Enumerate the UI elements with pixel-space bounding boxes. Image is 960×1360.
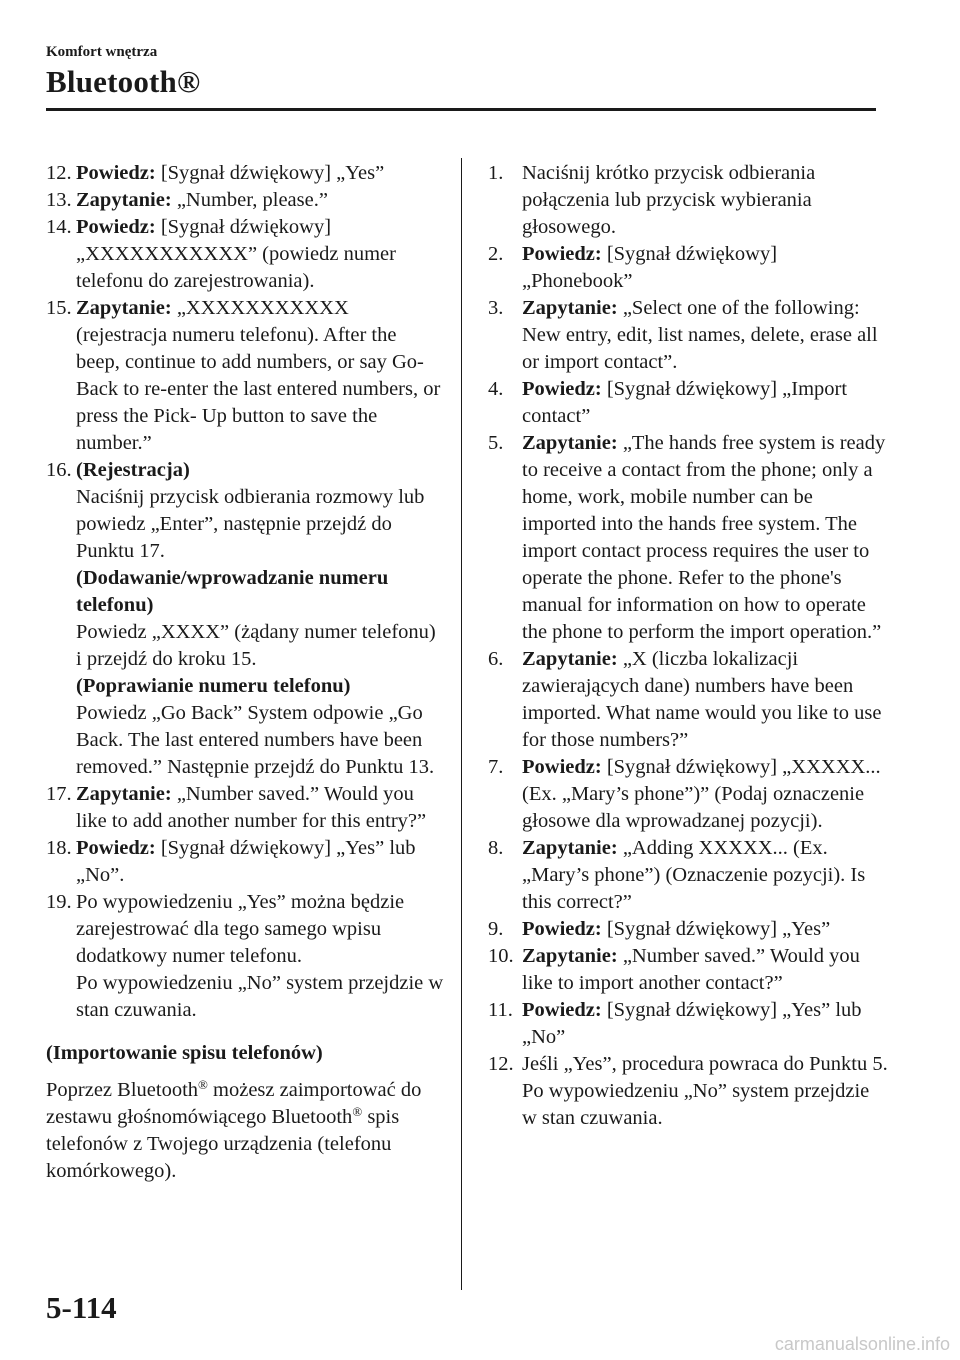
step-item <box>488 430 888 646</box>
step-text: „The hands free system is ready to receive a contact from the phone; only a home, work, mobile number can be imported into the hands free system. The import contact process requires the user to operate the phone. Refer to the phone's manual for information on how to operate the phone to perform the import operation.” <box>522 432 886 643</box>
left-steps-list <box>46 160 444 1024</box>
step-line: Powiedz „Go Back” System odpowie „Go Back. The last entered numbers have been removed.” Następnie przejdź do Punktu 13. <box>76 702 435 778</box>
step-item <box>46 835 444 889</box>
right-column <box>488 160 888 1132</box>
step-number: 12. <box>488 1053 514 1075</box>
column-divider <box>461 158 462 1290</box>
step-keyword: Zapytanie: <box>76 783 172 805</box>
step-item <box>46 187 444 214</box>
page-title: Bluetooth® <box>46 64 201 99</box>
step-text: [Sygnał dźwiękowy] „Phonebook” <box>522 243 778 292</box>
step-item <box>488 997 888 1051</box>
step-keyword: Zapytanie: <box>76 189 172 211</box>
step-item <box>488 160 888 241</box>
watermark: carmanualsonline.info <box>774 1334 950 1354</box>
step-line: Powiedz „XXXX” (żądany numer telefonu) i przejdź do kroku 15. <box>76 621 436 670</box>
step-text: Naciśnij krótko przycisk odbierania połączenia lub przycisk wybierania głosowego. <box>522 162 816 238</box>
step-line: Po wypowiedzeniu „No” system przejdzie w stan czuwania. <box>522 1080 870 1129</box>
step-text: [Sygnał dźwiękowy] „Import contact” <box>522 378 848 427</box>
step-text: Jeśli „Yes”, procedura powraca do Punktu 5. <box>522 1053 888 1075</box>
step-text: Po wypowiedzeniu „Yes” można będzie zarejestrować dla tego samego wpisu dodatkowy numer telefonu. <box>76 891 405 967</box>
step-keyword: Powiedz: <box>76 162 156 184</box>
step-line: Po wypowiedzeniu „No” system przejdzie w stan czuwania. <box>76 972 444 1021</box>
import-text-3: spis telefonów z Twojego urządzenia (telefonu komórkowego). <box>46 1106 400 1182</box>
step-text: [Sygnał dźwiękowy] „Yes” <box>155 162 385 184</box>
step-keyword: Powiedz: <box>522 243 602 265</box>
step-text: [Sygnał dźwiękowy] „Yes” lub „No”. <box>76 837 416 886</box>
step-subheading: (Poprawianie numeru telefonu) <box>76 675 351 697</box>
step-subheading: (Dodawanie/wprowadzanie numeru telefonu) <box>76 567 389 616</box>
step-number: 7. <box>488 756 504 778</box>
step-number: 15. <box>46 297 72 319</box>
step-keyword: Zapytanie: <box>522 945 618 967</box>
section-label: Komfort wnętrza <box>46 44 158 60</box>
step-item <box>46 781 444 835</box>
step-item <box>488 241 888 295</box>
step-item <box>488 835 888 916</box>
step-text: „Number saved.” Would you like to add another number for this entry?” <box>76 783 427 832</box>
left-column <box>46 160 444 1185</box>
step-keyword: Zapytanie: <box>522 837 618 859</box>
page-number: 5-114 <box>46 1290 117 1325</box>
step-number: 1. <box>488 162 504 184</box>
step-number: 8. <box>488 837 504 859</box>
import-text-2: możesz zaimportować do zestawu głośnomówiącego Bluetooth <box>46 1079 422 1128</box>
step-text: „Number, please.” <box>171 189 328 211</box>
step-item <box>46 214 444 295</box>
import-section-heading: (Importowanie spisu telefonów) <box>46 1042 323 1064</box>
step-keyword: Zapytanie: <box>522 297 618 319</box>
step-item <box>46 160 444 187</box>
step-item <box>488 646 888 754</box>
step-number: 16. <box>46 459 72 481</box>
step-text: [Sygnał dźwiękowy] „Yes” <box>601 918 831 940</box>
step-keyword: Powiedz: <box>522 378 602 400</box>
step-item <box>488 916 888 943</box>
step-number: 11. <box>488 999 513 1021</box>
step-number: 19. <box>46 891 72 913</box>
step-text: [Sygnał dźwiękowy] „XXXXXXXXXXX” (powiedz numer telefonu do zarejestrowania). <box>76 216 396 292</box>
step-number: 14. <box>46 216 72 238</box>
step-number: 5. <box>488 432 504 454</box>
step-text: [Sygnał dźwiękowy] „Yes” lub „No” <box>522 999 862 1048</box>
registered-mark-2: ® <box>352 1104 363 1119</box>
import-text-1: Poprzez Bluetooth <box>46 1079 199 1101</box>
step-keyword: Powiedz: <box>76 837 156 859</box>
step-item <box>488 943 888 997</box>
step-number: 17. <box>46 783 72 805</box>
step-item <box>488 295 888 376</box>
step-item <box>46 457 444 781</box>
step-keyword: Powiedz: <box>522 999 602 1021</box>
step-number: 3. <box>488 297 504 319</box>
step-keyword: Zapytanie: <box>522 432 618 454</box>
step-keyword: Powiedz: <box>76 216 156 238</box>
step-keyword: (Rejestracja) <box>76 459 190 481</box>
import-section-paragraph <box>46 1077 444 1185</box>
step-text: „Select one of the following: New entry, edit, list names, delete, erase all or import contact”. <box>522 297 878 373</box>
step-number: 2. <box>488 243 504 265</box>
step-number: 10. <box>488 945 514 967</box>
right-steps-list <box>488 160 888 1132</box>
step-line: Naciśnij przycisk odbierania rozmowy lub powiedz „Enter”, następnie przejdź do Punktu 17. <box>76 486 425 562</box>
step-number: 18. <box>46 837 72 859</box>
step-keyword: Powiedz: <box>522 756 602 778</box>
step-text: „X (liczba lokalizacji zawierających dane) numbers have been imported. What name would you like to use for those numbers?” <box>522 648 882 751</box>
step-number: 12. <box>46 162 72 184</box>
step-text: „Number saved.” Would you like to import another contact?” <box>522 945 860 994</box>
step-number: 6. <box>488 648 504 670</box>
step-item <box>46 889 444 1024</box>
step-keyword: Zapytanie: <box>76 297 172 319</box>
step-keyword: Zapytanie: <box>522 648 618 670</box>
step-text: „XXXXXXXXXXX (rejestracja numeru telefonu). After the beep, continue to add numbers, or say Go-Back to re-enter the last entered numbers, or press the Pick- Up button to save the number.” <box>76 297 441 454</box>
step-number: 13. <box>46 189 72 211</box>
registered-mark-1: ® <box>198 1077 208 1092</box>
step-number: 9. <box>488 918 504 940</box>
step-text: „Adding XXXXX... (Ex. „Mary’s phone”) (Oznaczenie pozycji). Is this correct?” <box>522 837 866 913</box>
step-text: [Sygnał dźwiękowy] „XXXXX... (Ex. „Mary’s phone”)” (Podaj oznaczenie głosowe dla wprowadzanej pozycji). <box>522 756 881 832</box>
step-number: 4. <box>488 378 504 400</box>
step-item <box>46 295 444 457</box>
step-item <box>488 754 888 835</box>
step-item <box>488 1051 888 1132</box>
step-keyword: Powiedz: <box>522 918 602 940</box>
step-item <box>488 376 888 430</box>
title-rule <box>46 108 876 111</box>
